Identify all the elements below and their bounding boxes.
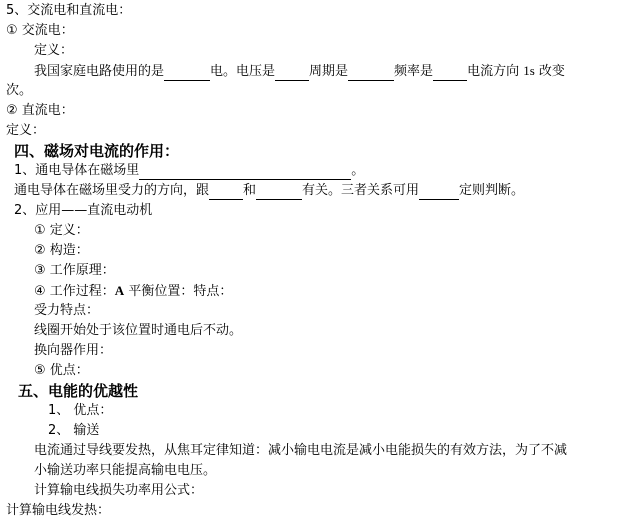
ac-dc-title: 5、交流电和直流电： [6,3,132,18]
section4-item1 [14,162,364,180]
voltage-blank[interactable] [275,66,309,81]
section5-item1: 1、 优点： [48,403,113,418]
ac-sentence-part1: 我国家庭电路使用的是 [34,64,165,79]
magnetic-field-blank[interactable] [139,165,351,180]
ac-heading: ① 交流电： [6,23,74,38]
frequency-blank[interactable] [433,66,467,81]
force-direction-sentence [14,182,524,200]
ac-sentence-seconds: 1s [523,63,535,78]
coil-statement: 线圈开始处于该位置时通电后不动。 [34,323,243,338]
ac-sentence-part4: 频率是 [394,64,434,79]
ac-type-blank[interactable] [164,66,210,81]
motor-process [34,282,232,301]
ac-sentence-tail: 次。 [6,83,33,98]
motor-process-suffix: 平衡位置：特点： [124,284,233,299]
loss-power-formula: 计算输电线损失功率用公式： [34,483,204,498]
force-direction-part2: 和 [243,183,257,198]
line-heat-calculation: 计算输电线发热： [6,503,111,518]
period-blank[interactable] [348,66,394,81]
ac-definition-label: 定义： [34,43,74,58]
dc-definition-label: 定义： [6,123,46,138]
dc-heading: ② 直流电： [6,103,74,118]
ac-sentence-part3: 周期是 [309,64,349,79]
section5-title: 五、电能的优越性 [18,382,139,400]
section5-item2: 2、 输送 [48,423,100,438]
commutator-role: 换向器作用： [34,343,113,358]
motor-process-label: ④ 工作过程： [34,284,115,299]
motor-process-a: A [114,283,125,298]
ac-sentence-part5-end: 改变 [534,64,565,79]
section4-item1-label: 1、通电导体在磁场里 [14,163,140,178]
factor1-blank[interactable] [209,185,243,200]
transmission-paragraph-line2: 小输送功率只能提高输电电压。 [34,463,217,478]
transmission-paragraph-line1: 电流通过导线要发热，从焦耳定律知道：减小输电电流是减小电能损失的有效方法，为了不减 [34,443,568,458]
ac-sentence-part5: 电流方向 [467,64,524,79]
section4-item2-label: 2、应用——直流电动机 [14,203,153,218]
force-direction-part1: 通电导体在磁场里受力的方向，跟 [14,183,210,198]
motor-principle: ③ 工作原理： [34,263,115,278]
ac-sentence [34,62,565,81]
ac-sentence-part2: 电。电压是 [210,64,276,79]
factor2-blank[interactable] [256,185,302,200]
motor-definition: ① 定义： [34,223,89,238]
force-direction-part3: 有关。三者关系可用 [302,183,420,198]
section4-item1-end: 。 [351,163,365,178]
force-features: 受力特点： [34,303,100,318]
section4-title: 四、磁场对电流的作用： [14,142,180,160]
force-direction-part4: 定则判断。 [459,183,525,198]
rule-blank[interactable] [419,185,459,200]
motor-structure: ② 构造： [34,243,89,258]
motor-advantages: ⑤ 优点： [34,363,89,378]
